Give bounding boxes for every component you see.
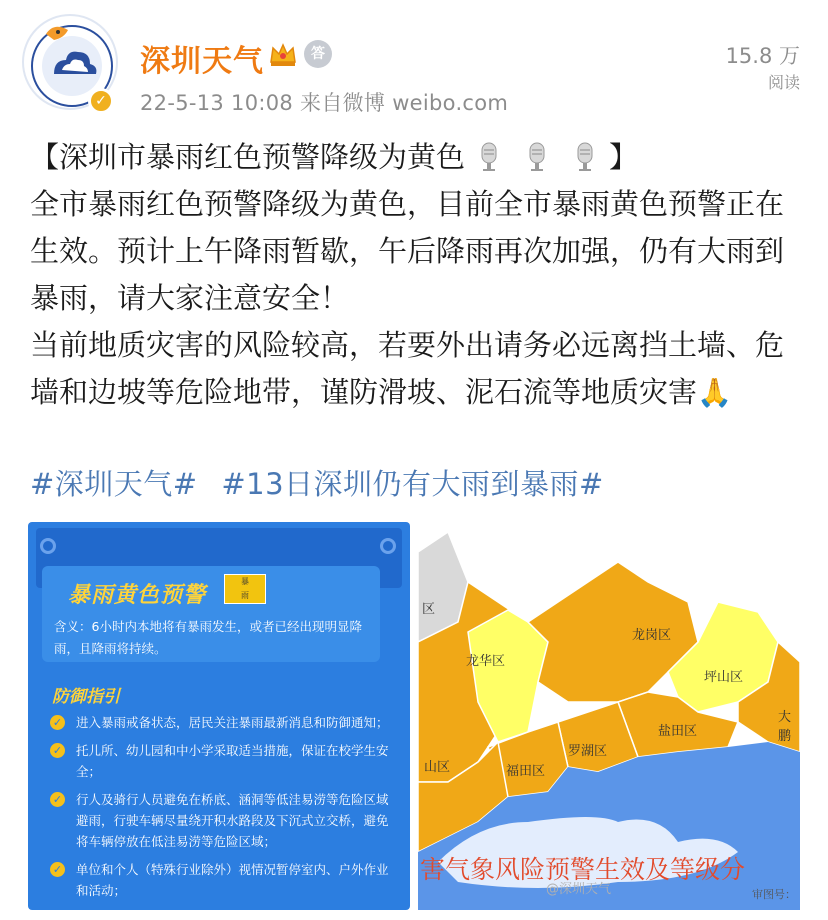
- guide-item: [50, 740, 390, 782]
- check-icon: ✓: [50, 715, 65, 730]
- map-image[interactable]: [418, 522, 800, 910]
- district-label: 大鹏: [778, 710, 792, 744]
- post-title-text: 【深圳市暴雨红色预警降级为黄色: [30, 140, 466, 174]
- folded-hands-icon: 🙏: [697, 376, 732, 409]
- guide-title: 防御指引: [52, 687, 120, 707]
- microphone-icon: [575, 142, 595, 172]
- guide-item: [50, 789, 390, 852]
- microphone-icon: [527, 142, 547, 172]
- check-icon: ✓: [50, 792, 65, 807]
- guide-item-text: 单位和个人（特殊行业除外）视情况暂停室内、户外作业和活动；: [76, 862, 389, 898]
- check-icon: ✓: [50, 743, 65, 758]
- guide-item-text: 进入暴雨戒备状态，居民关注暴雨最新消息和防御通知；: [76, 715, 389, 730]
- verified-badge-icon: ✓: [88, 88, 114, 114]
- district-label: 龙岗区: [632, 628, 672, 643]
- district-label: 盐田区: [658, 724, 698, 739]
- post-meta: 22-5-13 10:08 来自微博 weibo.com: [140, 91, 509, 115]
- screw-icon: [380, 538, 396, 554]
- watermark: @深圳天气: [546, 882, 612, 897]
- screw-icon: [40, 538, 56, 554]
- post-paragraph-2-text: 当前地质灾害的风险较高，若要外出请务必远离挡土墙、危墙和边坡等危险地带，谨防滑坡、泥石流等地质灾害: [30, 328, 785, 409]
- post-paragraph-1: 全市暴雨红色预警降级为黄色，目前全市暴雨黄色预警正在生效。预计上午降雨暂歇，午后降雨再次加强，仍有大雨到暴雨，请大家注意安全！: [30, 187, 785, 315]
- microphone-icon: [479, 142, 499, 172]
- post-paragraph-2: [30, 322, 800, 416]
- warning-image[interactable]: [28, 522, 410, 910]
- district-label: 福田区: [506, 764, 546, 779]
- read-count-number: 15.8 万: [725, 44, 800, 68]
- badge-line: 雨: [241, 591, 249, 600]
- check-icon: ✓: [50, 862, 65, 877]
- post-title-close: 】: [609, 140, 639, 174]
- topic-links: [30, 462, 618, 503]
- map-number: 审图号：: [752, 888, 796, 901]
- guide-item-text: 托儿所、幼儿园和中小学采取适当措施，保证在校学生安全；: [76, 743, 389, 779]
- warning-meaning: 含义：6小时内本地将有暴雨发生，或者已经出现明显降雨，且降雨将持续。: [54, 619, 362, 656]
- read-count: [726, 40, 800, 93]
- guide-item-text: 行人及骑行人员避免在桥底、涵洞等低洼易涝等危险区域避雨，行驶车辆尽量绕开积水路段及下沉式立交桥，避免将车辆停放在低洼易涝等危险区域；: [76, 792, 389, 849]
- post-content: [30, 134, 800, 416]
- topic-link-rainstorm[interactable]: #13日深圳仍有大雨到暴雨#: [221, 467, 604, 501]
- user-name[interactable]: 深圳天气: [140, 44, 264, 79]
- medal-icon: 答: [304, 40, 332, 68]
- post-title: [30, 134, 800, 181]
- district-label: 坪山区: [704, 670, 744, 685]
- map-banner: 害气象风险预警生效及等级分: [420, 855, 746, 884]
- topic-link-shenzhen-weather[interactable]: #深圳天气#: [30, 467, 198, 501]
- badge-line: 暴: [241, 577, 249, 586]
- guide-item: [50, 712, 390, 733]
- rainstorm-badge-icon: [224, 574, 266, 604]
- crown-icon: [268, 40, 298, 68]
- warning-title: 暴雨黄色预警: [68, 583, 207, 608]
- guide-list: [50, 712, 390, 908]
- district-label: 罗湖区: [568, 744, 608, 759]
- district-label: 山区: [424, 760, 451, 775]
- guide-item: [50, 859, 390, 901]
- post-header: [0, 0, 828, 130]
- district-label: 区: [422, 602, 436, 617]
- read-count-label: 阅读: [767, 73, 800, 92]
- district-label: 龙华区: [466, 654, 506, 669]
